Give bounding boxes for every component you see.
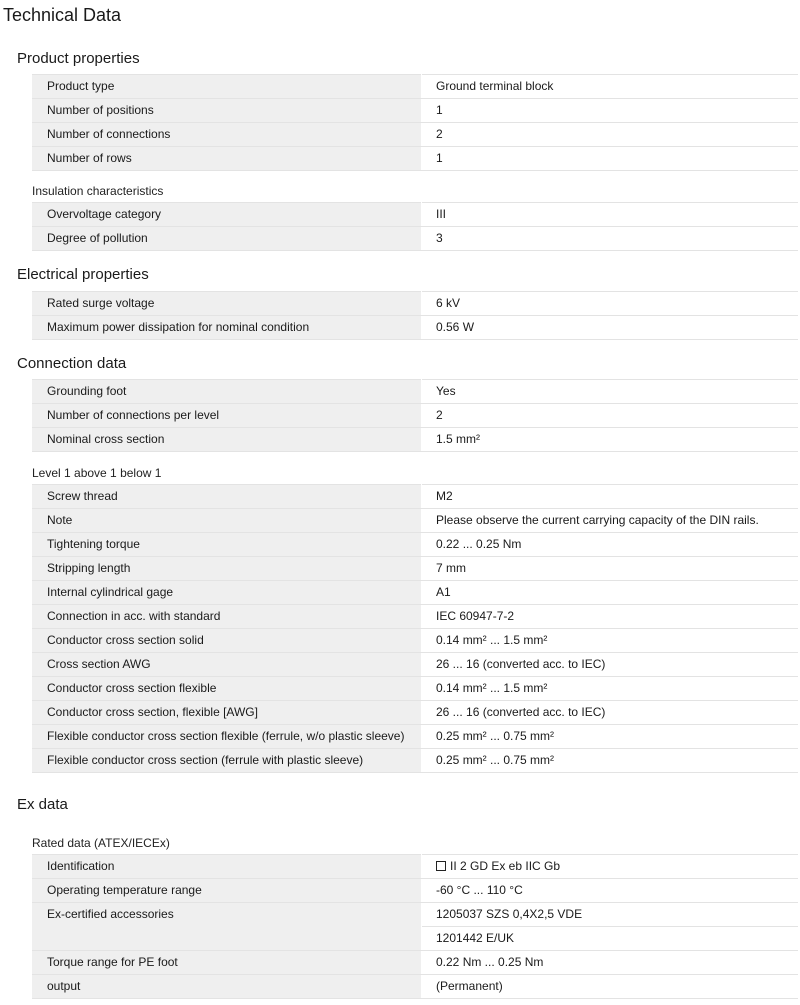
row-label: output [32, 975, 422, 999]
row-value: 1 [422, 99, 799, 123]
row-value: 0.22 Nm ... 0.25 Nm [422, 951, 799, 975]
row-label: Stripping length [32, 557, 422, 581]
row-label: Number of connections [32, 123, 422, 147]
row-value: Ground terminal block [422, 75, 799, 99]
row-value: 0.56 W [422, 316, 799, 340]
ex-data-table [32, 854, 798, 999]
table-row [32, 855, 798, 879]
row-value: 1205037 SZS 0,4X2,5 VDE [422, 903, 799, 927]
ex-box-icon [436, 861, 446, 871]
table-row [32, 903, 798, 927]
table-row [32, 147, 798, 171]
table-row [32, 629, 798, 653]
row-label: Number of positions [32, 99, 422, 123]
row-label: Note [32, 509, 422, 533]
connection-data-table [32, 379, 798, 452]
row-label: Connection in acc. with standard [32, 605, 422, 629]
subsection-insulation-characteristics: Insulation characteristics [32, 184, 164, 198]
row-label: Conductor cross section, flexible [AWG] [32, 701, 422, 725]
table-row [32, 75, 798, 99]
table-row [32, 99, 798, 123]
identification-value: II 2 GD Ex eb IIC Gb [450, 859, 561, 873]
section-title-electrical-properties: Electrical properties [17, 266, 149, 283]
table-row [32, 879, 798, 903]
row-label: Number of rows [32, 147, 422, 171]
table-row [32, 975, 798, 999]
row-value: 0.14 mm² ... 1.5 mm² [422, 629, 799, 653]
row-label: Maximum power dissipation for nominal condition [32, 316, 422, 340]
subsection-level: Level 1 above 1 below 1 [32, 466, 162, 480]
page-title: Technical Data [3, 5, 122, 25]
row-label: Rated surge voltage [32, 292, 422, 316]
row-value: 2 [422, 404, 799, 428]
row-value: 1.5 mm² [422, 428, 799, 452]
level-table [32, 484, 798, 773]
table-row [32, 380, 798, 404]
row-label: Screw thread [32, 485, 422, 509]
product-properties-table [32, 74, 798, 171]
row-label: Flexible conductor cross section flexible (ferrule, w/o plastic sleeve) [32, 725, 422, 749]
row-value: (Permanent) [422, 975, 799, 999]
row-value: 6 kV [422, 292, 799, 316]
subsection-rated-data: Rated data (ATEX/IECEx) [32, 836, 170, 850]
table-row [32, 581, 798, 605]
row-value: 1 [422, 147, 799, 171]
table-row [32, 749, 798, 773]
row-value: -60 °C ... 110 °C [422, 879, 799, 903]
row-value: 2 [422, 123, 799, 147]
row-label: Tightening torque [32, 533, 422, 557]
row-value: A1 [422, 581, 799, 605]
row-value: III [422, 203, 799, 227]
row-value: 26 ... 16 (converted acc. to IEC) [422, 701, 799, 725]
row-label: Number of connections per level [32, 404, 422, 428]
section-title-ex-data: Ex data [17, 796, 68, 813]
table-row [32, 951, 798, 975]
row-label: Conductor cross section solid [32, 629, 422, 653]
table-row [32, 227, 798, 251]
section-title-product-properties: Product properties [17, 50, 140, 67]
row-label: Ex-certified accessories [32, 903, 422, 951]
row-label: Operating temperature range [32, 879, 422, 903]
row-label: Identification [32, 855, 422, 879]
row-label: Overvoltage category [32, 203, 422, 227]
row-label: Nominal cross section [32, 428, 422, 452]
row-label: Cross section AWG [32, 653, 422, 677]
row-label: Conductor cross section flexible [32, 677, 422, 701]
row-value: IEC 60947-7-2 [422, 605, 799, 629]
table-row [32, 533, 798, 557]
row-value: 1201442 E/UK [422, 927, 799, 951]
row-value: Yes [422, 380, 799, 404]
row-value: 26 ... 16 (converted acc. to IEC) [422, 653, 799, 677]
table-row [32, 701, 798, 725]
table-row [32, 404, 798, 428]
table-row [32, 316, 798, 340]
table-row [32, 653, 798, 677]
row-label: Torque range for PE foot [32, 951, 422, 975]
row-value: 0.25 mm² ... 0.75 mm² [422, 749, 799, 773]
row-value: 3 [422, 227, 799, 251]
table-row [32, 485, 798, 509]
row-label: Product type [32, 75, 422, 99]
table-row [32, 605, 798, 629]
row-value: 0.22 ... 0.25 Nm [422, 533, 799, 557]
table-row [32, 557, 798, 581]
table-row [32, 292, 798, 316]
table-row [32, 509, 798, 533]
table-row [32, 123, 798, 147]
row-label: Degree of pollution [32, 227, 422, 251]
row-value: 0.14 mm² ... 1.5 mm² [422, 677, 799, 701]
table-row [32, 428, 798, 452]
row-value: M2 [422, 485, 799, 509]
section-title-connection-data: Connection data [17, 355, 127, 372]
row-value: 7 mm [422, 557, 799, 581]
electrical-properties-table [32, 291, 798, 340]
table-row [32, 677, 798, 701]
row-value: Please observe the current carrying capacity of the DIN rails. [422, 509, 799, 533]
row-label: Internal cylindrical gage [32, 581, 422, 605]
row-value: 0.25 mm² ... 0.75 mm² [422, 725, 799, 749]
row-label: Grounding foot [32, 380, 422, 404]
table-row [32, 203, 798, 227]
insulation-table [32, 202, 798, 251]
table-row [32, 725, 798, 749]
row-label: Flexible conductor cross section (ferrule with plastic sleeve) [32, 749, 422, 773]
row-value [422, 855, 799, 879]
